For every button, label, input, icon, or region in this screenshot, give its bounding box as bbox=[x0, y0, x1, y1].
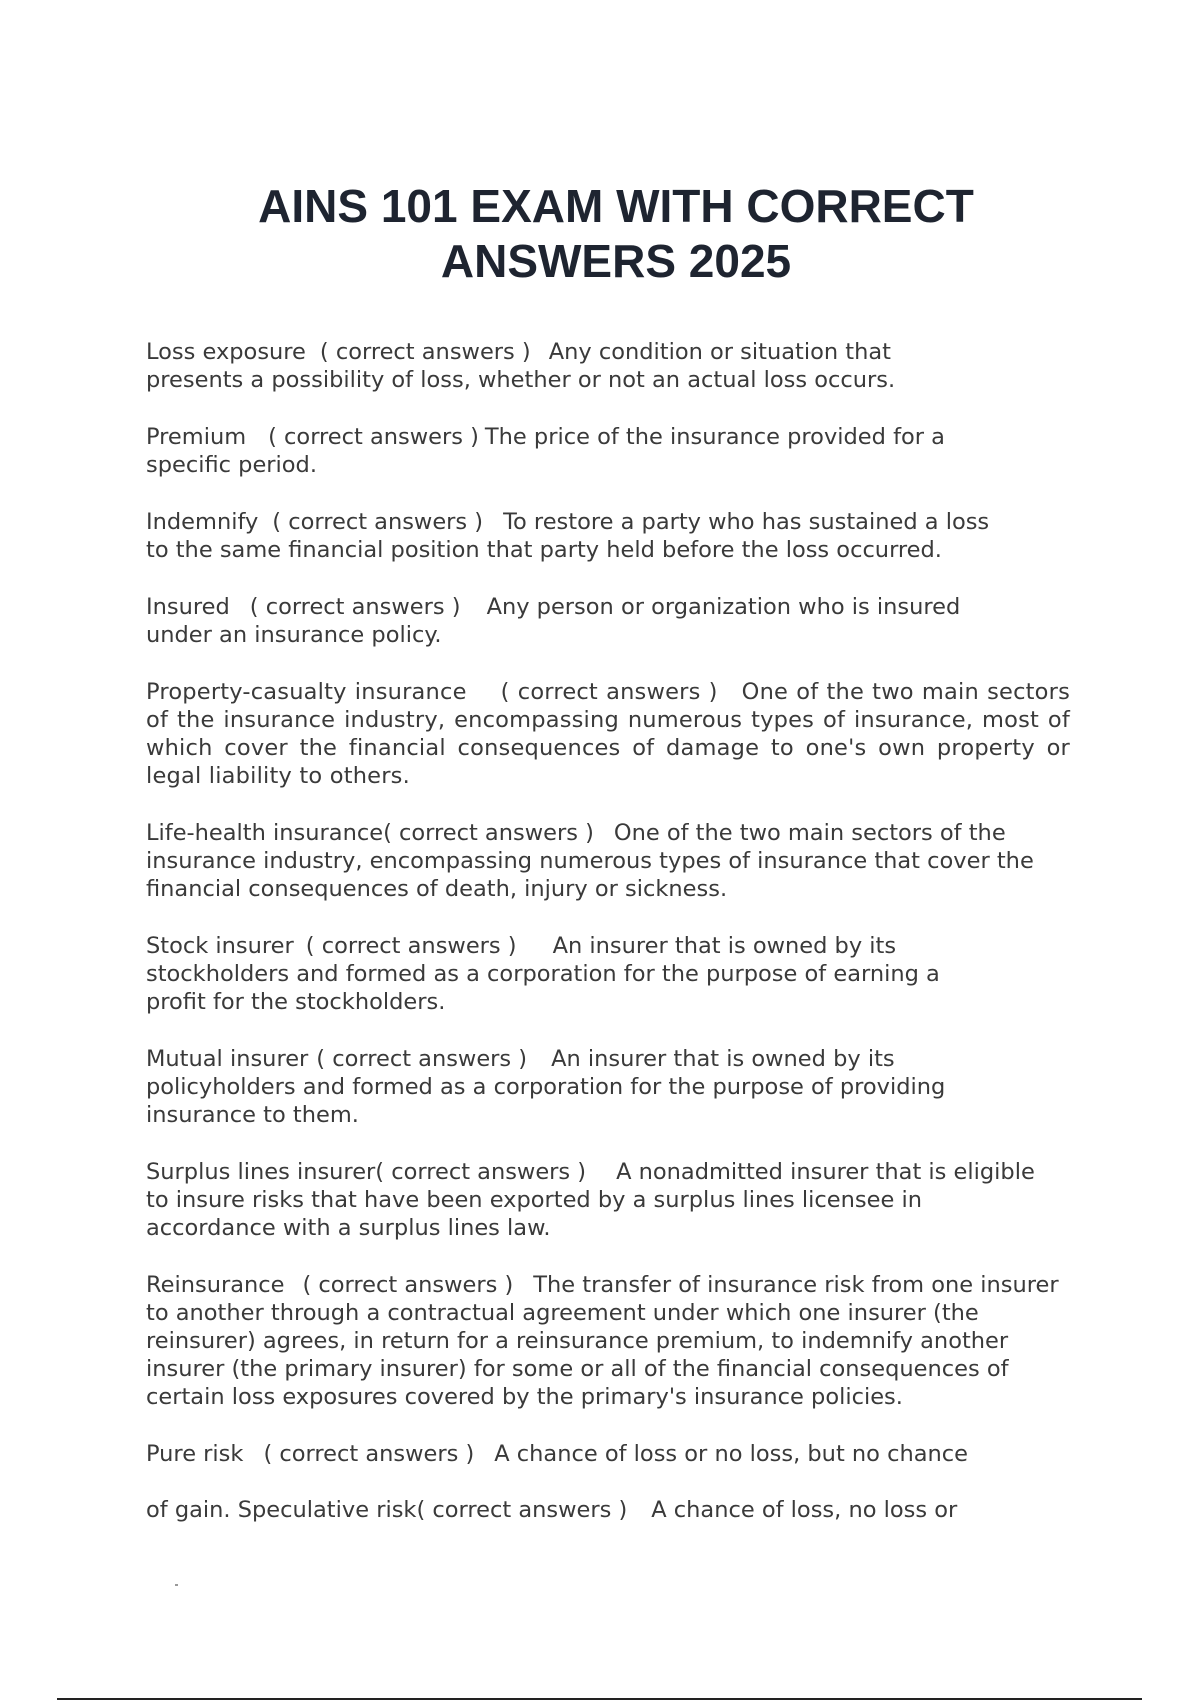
entry-definition: An insurer that is owned by its policyholders and formed as a corporation for the purpose of providing insurance to them. bbox=[146, 1046, 946, 1128]
entry-marker: ( correct answers ) bbox=[375, 1159, 587, 1185]
entry-term: Stock insurer bbox=[146, 933, 294, 959]
page-title-line-2: ANSWERS 2025 bbox=[440, 234, 792, 287]
entry-definition: A nonadmitted insurer that is eligible to insure risks that have been exported by a surplus lines licensee in accordance with a surplus lines law. bbox=[146, 1159, 1035, 1241]
entry-definition: Any condition or situation that presents a possibility of loss, whether or not an actual loss occurs. bbox=[146, 339, 896, 393]
entry-term: Insured bbox=[146, 594, 230, 620]
glossary-entry-indemnify bbox=[146, 508, 1006, 564]
glossary-entry-property-casualty-insurance bbox=[146, 678, 1070, 790]
stray-mark bbox=[175, 1584, 178, 1586]
entry-marker: ( correct answers ) bbox=[272, 509, 484, 535]
entry-marker: ( correct answers ) bbox=[416, 1497, 628, 1523]
entry-definition: A chance of loss, no loss or bbox=[651, 1497, 958, 1523]
glossary-entry-surplus-lines-insurer bbox=[146, 1158, 1046, 1242]
page-title-line-1: AINS 101 EXAM WITH CORRECT bbox=[258, 179, 974, 232]
glossary-entry-mutual-insurer bbox=[146, 1045, 1006, 1129]
entry-definition: An insurer that is owned by its stockholders and formed as a corporation for the purpose of earning a profit for the stockholders. bbox=[146, 933, 940, 1015]
entry-term: Premium bbox=[146, 424, 247, 450]
entry-definition: To restore a party who has sustained a loss to the same financial position that party held before the loss occurred. bbox=[146, 509, 990, 563]
entry-lead-text: of gain. bbox=[146, 1497, 231, 1523]
entry-definition: The transfer of insurance risk from one insurer to another through a contractual agreement under which one insurer (the reinsurer) agrees, in return for a reinsurance premium, to indemnify another insurer (the primary insurer) for some or all of the financial consequences of certain loss exposures covered by the primary's insurance policies. bbox=[146, 1272, 1059, 1410]
entry-marker: ( correct answers ) bbox=[249, 594, 461, 620]
glossary-entry-premium bbox=[146, 423, 1016, 479]
entry-marker: ( correct answers ) bbox=[263, 1441, 475, 1467]
glossary-entry-stock-insurer bbox=[146, 932, 1006, 1016]
entry-definition: A chance of loss or no loss, but no chance bbox=[494, 1441, 968, 1467]
glossary-entry-speculative-risk bbox=[146, 1496, 1070, 1524]
entry-term: Property-casualty insurance bbox=[146, 679, 467, 705]
entry-definition: Any person or organization who is insured under an insurance policy. bbox=[146, 594, 961, 648]
entry-term: Indemnify bbox=[146, 509, 259, 535]
entry-definition: One of the two main sectors of the insurance industry, encompassing numerous types of insurance that cover the financial consequences of death, injury or sickness. bbox=[146, 820, 1034, 902]
entry-term: Reinsurance bbox=[146, 1272, 285, 1298]
entry-marker: ( correct answers ) bbox=[500, 679, 718, 705]
entry-definition: One of the two main sectors of the insurance industry, encompassing numerous types of insurance, most of which cover the financial consequences of damage to one's own property or legal liability to others. bbox=[146, 679, 1070, 789]
entry-term: Loss exposure bbox=[146, 339, 306, 365]
glossary-entry-reinsurance bbox=[146, 1271, 1070, 1411]
entry-marker: ( correct answers ) bbox=[383, 820, 594, 846]
entry-definition: The price of the insurance provided for a specific period. bbox=[146, 424, 945, 478]
glossary-entry-insured bbox=[146, 593, 1026, 649]
entry-marker: ( correct answers ) bbox=[268, 424, 479, 450]
glossary-entry-life-health-insurance bbox=[146, 819, 1070, 903]
glossary-entry-loss-exposure bbox=[146, 338, 966, 394]
entry-marker: ( correct answers ) bbox=[319, 339, 531, 365]
glossary-list bbox=[146, 338, 1070, 1553]
entry-term: Speculative risk bbox=[237, 1497, 417, 1523]
entry-marker: ( correct answers ) bbox=[305, 933, 517, 959]
entry-term: Surplus lines insurer bbox=[146, 1159, 376, 1185]
glossary-entry-pure-risk bbox=[146, 1440, 1070, 1468]
entry-term: Life-health insurance bbox=[146, 820, 384, 846]
page-title bbox=[0, 179, 1200, 289]
entry-marker: ( correct answers ) bbox=[316, 1046, 528, 1072]
entry-marker: ( correct answers ) bbox=[302, 1272, 514, 1298]
entry-term: Mutual insurer bbox=[146, 1046, 309, 1072]
entry-term: Pure risk bbox=[146, 1441, 244, 1467]
